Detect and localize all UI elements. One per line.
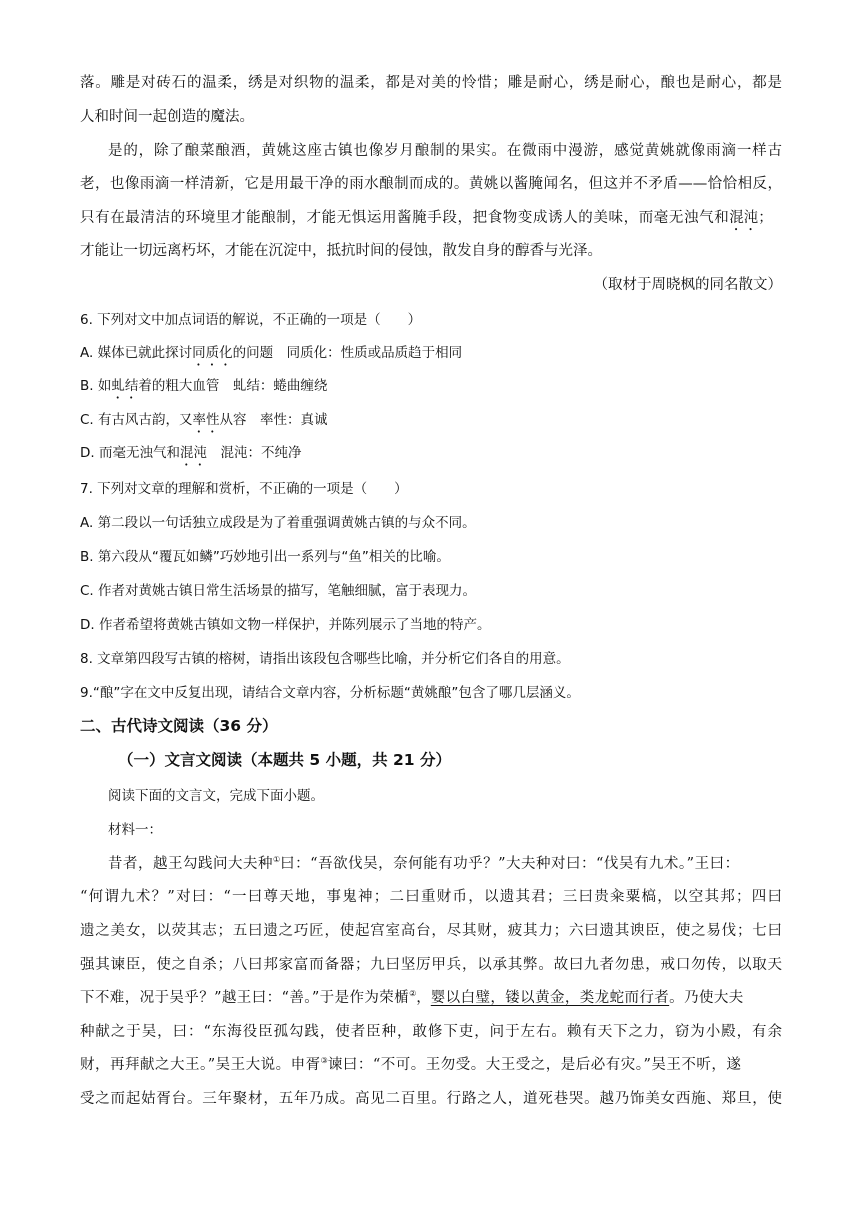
classical-text: 。乃使大夫 xyxy=(669,990,744,1006)
option-7c: C. 作者对黄姚古镇日常生活场景的描写，笔触细腻，富于表现力。 xyxy=(80,583,477,599)
classical-line: 种献之于吴，曰：“东海役臣孤勾践，使者臣种，敢修下吏，问于左右。赖有天下之力，窃为小殿，有余 xyxy=(80,1024,782,1040)
classical-text: 下不难，况于吴乎？”越王曰：“善。”于是作为荣楯 xyxy=(80,990,410,1006)
passage-line: 老，也像雨滴一样清新，它是用最干净的雨水酿制而成的。黄姚以酱腌闻名，但这并不矛盾——恰恰相反， xyxy=(80,176,782,192)
material-label: 材料一： xyxy=(108,822,162,838)
source-note: （取材于周晓枫的同名散文） xyxy=(593,277,782,293)
passage-line xyxy=(80,208,782,234)
option-6c xyxy=(80,410,782,436)
dotted-word: 虬结 xyxy=(111,378,139,394)
instruction-text: 阅读下面的文言文，完成下面小题。 xyxy=(108,788,324,804)
option-text: 着的粗大血管 虬结：蜷曲缠绕 xyxy=(138,378,328,394)
footnote-mark: ③ xyxy=(320,1056,328,1066)
classical-line: 遗之美女，以荧其志；五曰遗之巧匠，使起宫室高台，尽其财，疲其力；六曰遗其谀臣，使之易伐；七曰 xyxy=(80,923,782,939)
classical-text: ， xyxy=(416,990,431,1006)
question-7: 7. 下列对文章的理解和赏析，不正确的一项是（ ） xyxy=(80,481,408,497)
passage-text: ； xyxy=(758,210,773,226)
footnote-mark: ② xyxy=(409,989,417,999)
question-6: 6. 下列对文中加点词语的解说，不正确的一项是（ ） xyxy=(80,312,422,328)
dotted-word: 混沌 xyxy=(729,210,759,226)
option-text: B. 如 xyxy=(80,378,112,394)
classical-text: 谏曰：“不可。王勿受。大王受之，是后必有灾。”吴王不听，遂 xyxy=(327,1057,742,1073)
dotted-word: 率性 xyxy=(192,412,220,428)
passage-line: 人和时间一起创造的魔法。 xyxy=(80,109,254,125)
option-text: A. 媒体已就此探讨 xyxy=(80,345,193,361)
question-9: 9.“酿”字在文中反复出现，请结合文章内容，分析标题“黄姚酿”包含了哪几层涵义。 xyxy=(80,685,580,701)
classical-line xyxy=(108,854,782,874)
dotted-word: 混沌 xyxy=(179,445,207,461)
classical-line: 强其谏臣，使之自杀；八曰邦家富而备器；九曰坚厉甲兵，以承其弊。故曰九者勿患，戒口勿传，以取天 xyxy=(80,957,782,973)
question-8: 8. 文章第四段写古镇的榕树，请指出该段包含哪些比喻，并分析它们各自的用意。 xyxy=(80,651,570,667)
passage-text: 只有在最清洁的环境里才能酿制，才能无惧运用酱腌手段，把食物变成诱人的美味，而毫无浊气和 xyxy=(80,210,730,226)
classical-line: “何谓九术？”对曰：“一曰尊天地，事鬼神；二曰重财币，以遗其君；三曰贵籴粟槁，以空其邦；四曰 xyxy=(80,889,782,905)
option-7b: B. 第六段从“覆瓦如鳞”巧妙地引出一系列与“鱼”相关的比喻。 xyxy=(80,549,450,565)
section-title: 二、古代诗文阅读（36 分） xyxy=(80,717,278,735)
underlined-sentence: 婴以白璧，镂以黄金，类龙蛇而行者 xyxy=(430,990,670,1006)
option-text: 从容 率性：真诚 xyxy=(219,412,328,428)
option-text: C. 有古风古韵，又 xyxy=(80,412,193,428)
subsection-title: （一）文言文阅读（本题共 5 小题，共 21 分） xyxy=(118,751,451,769)
classical-line xyxy=(80,1055,782,1075)
option-text: 混沌：不纯净 xyxy=(206,445,302,461)
classical-text: 昔者，越王勾践问大夫种 xyxy=(108,856,273,872)
footnote-mark: ① xyxy=(273,855,281,865)
classical-line: 受之而起姑胥台。三年聚材，五年乃成。高见二百里。行路之人，道死巷哭。越乃饰美女西施、郑旦，使 xyxy=(80,1091,782,1107)
classical-line xyxy=(80,988,782,1008)
classical-text: 曰：“吾欲伐吴，奈何能有功乎？”大夫种对曰：“伐吴有九术。”王曰： xyxy=(280,856,740,872)
option-7d: D. 作者希望将黄姚古镇如文物一样保护，并陈列展示了当地的特产。 xyxy=(80,617,491,633)
passage-line: 是的，除了酿菜酿酒，黄姚这座古镇也像岁月酿制的果实。在微雨中漫游，感觉黄姚就像雨滴一样古 xyxy=(108,143,782,159)
classical-text: 财，再拜献之大王。”吴王大说。申胥 xyxy=(80,1057,321,1073)
option-6b xyxy=(80,376,782,402)
passage-line: 落。雕是对砖石的温柔，绣是对织物的温柔，都是对美的怜惜；雕是耐心，绣是耐心，酿也是耐心，都是 xyxy=(80,75,782,91)
passage-line: 才能让一切远离朽坏，才能在沉淀中，抵抗时间的侵蚀，散发自身的醇香与光泽。 xyxy=(80,243,602,259)
option-text: 的问题 同质化：性质或品质趋于相同 xyxy=(232,345,463,361)
option-6d xyxy=(80,443,782,469)
dotted-word: 同质化 xyxy=(192,345,233,361)
option-7a: A. 第二段以一句话独立成段是为了着重强调黄姚古镇的与众不同。 xyxy=(80,515,476,531)
option-text: D. 而毫无浊气和 xyxy=(80,445,180,461)
option-6a xyxy=(80,343,782,369)
